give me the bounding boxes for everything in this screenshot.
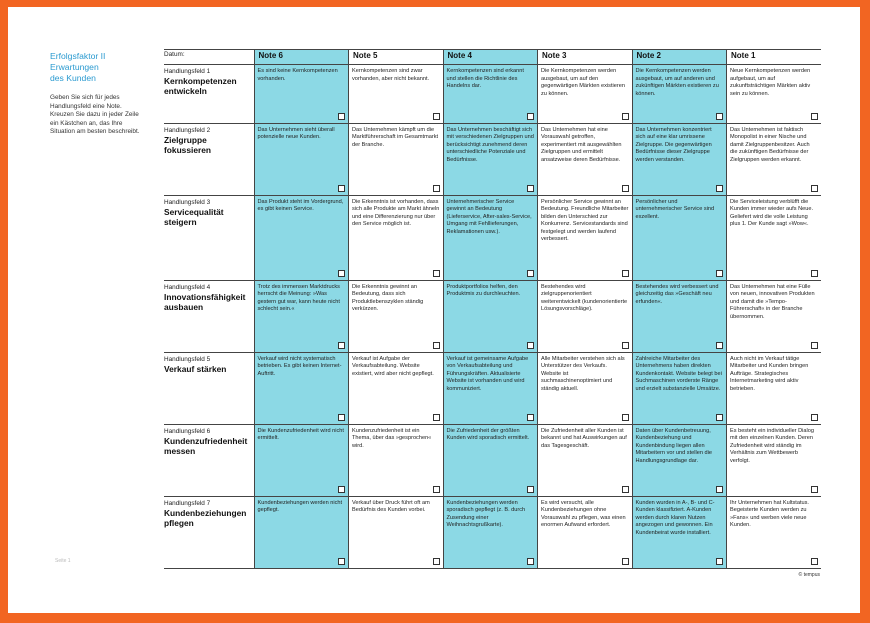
rating-description: Kundenbeziehungen werden sporadisch gepflegt (z. B. durch Zusendung einer Weihnachtsgrußkarte).: [446, 499, 526, 529]
rating-cell: [349, 65, 444, 124]
rating-checkbox[interactable]: [527, 486, 534, 493]
worksheet-page: [8, 7, 860, 613]
rating-cell: [538, 123, 633, 195]
rating-checkbox[interactable]: [811, 113, 818, 120]
rating-cell: [254, 195, 349, 280]
grade-header: Note 6: [254, 50, 349, 65]
rating-cell: [443, 280, 538, 352]
field-title: Servicequalität steigern: [164, 206, 224, 227]
sidebar: [50, 51, 140, 137]
rating-cell: [632, 496, 727, 568]
rating-description: Die Zufriedenheit der größten Kunden wird sporadisch ermittelt.: [446, 427, 530, 442]
rating-cell: [727, 496, 822, 568]
rating-description: Das Produkt steht im Vordergrund, es gibt keinen Service.: [257, 198, 344, 213]
rating-description: Verkauf über Druck führt oft am Bedürfnis des Kunden vorbei.: [352, 499, 430, 514]
field-number: Handlungsfeld 7: [164, 499, 211, 507]
grade-header: Note 3: [538, 50, 633, 65]
field-number: Handlungsfeld 3: [164, 198, 211, 206]
rating-description: Es sind keine Kernkompetenzen vorhanden.: [257, 68, 338, 82]
rating-description: Kunden wurden in A-, B- und C-Kunden klassifiziert. A-Kunden werden durch klaren Nutzen angezogen und gewonnen. Ein Kundenbeirat wurde installiert.: [635, 499, 715, 536]
handlungsfeld-row: [164, 280, 821, 352]
rating-cell: [538, 424, 633, 496]
rating-cell: [254, 496, 349, 568]
rating-cell: [632, 280, 727, 352]
rating-cell: [632, 424, 727, 496]
rating-description: Die Kernkompetenzen werden ausgebaut, um auf anderen und zukünftigen Märkten existieren zu können.: [635, 68, 719, 97]
instruction-text: Geben Sie sich für jedes Handlungsfeld eine Note. Kreuzen Sie dazu in jeder Zeile ein Kästchen an, das Ihre Situation am besten beschreibt.: [50, 94, 140, 136]
rating-checkbox[interactable]: [716, 558, 723, 565]
rating-checkbox[interactable]: [527, 113, 534, 120]
rating-cell: [254, 280, 349, 352]
rating-description: Die Kundenzufriedenheit wird nicht ermittelt.: [257, 427, 344, 442]
rating-description: Das Unternehmen hat eine Fülle von neuen, innovativen Produkten und damit die »Tempo-Führerschaft« in der Branche übernommen.: [730, 283, 815, 320]
grade-header: Note 4: [443, 50, 538, 65]
rating-cell: [538, 496, 633, 568]
rating-checkbox[interactable]: [622, 270, 629, 277]
field-label-cell: [164, 195, 254, 280]
rating-description: Die Serviceleistung verblüfft die Kunden immer wieder aufs Neue. Geliefert wird die volle Leistung plus 1. Der Kunde sagt »Wow«.: [730, 198, 814, 228]
rating-cell: [349, 195, 444, 280]
rating-checkbox[interactable]: [622, 486, 629, 493]
rating-description: Es wird versucht, alle Kundenbeziehungen ohne Vorauswahl zu pflegen, was einen enormen Aufwand erfordert.: [541, 499, 626, 529]
rating-checkbox[interactable]: [527, 185, 534, 192]
rating-checkbox[interactable]: [716, 414, 723, 421]
rating-description: Die Erkenntnis gewinnt an Bedeutung, dass sich Produktlebenszyklen ständig verkürzen.: [352, 283, 424, 313]
rating-checkbox[interactable]: [433, 270, 440, 277]
rating-description: Verkauf wird nicht systematisch betrieben. Es gibt keinen Internet-Auftritt.: [257, 355, 342, 377]
rating-checkbox[interactable]: [716, 486, 723, 493]
field-label-cell: [164, 280, 254, 352]
rating-cell: [538, 195, 633, 280]
field-number: Handlungsfeld 4: [164, 283, 211, 291]
page-footnote: Seite 1: [55, 558, 71, 564]
rating-cell: [727, 280, 822, 352]
rating-description: Kundenbeziehungen werden nicht gepflegt.: [257, 499, 343, 514]
rating-checkbox[interactable]: [338, 185, 345, 192]
rating-description: Kernkompetenzen sind zwar vorhanden, aber nicht bekannt.: [352, 68, 430, 82]
field-label-cell: [164, 496, 254, 568]
rating-description: Bestehendes wird verbessert und gleichzeitig das »Geschäft neu erfunden«.: [635, 283, 719, 305]
rating-description: Auch nicht im Verkauf tätige Mitarbeiter und Kunden bringen Aufträge. Strategisches Internetmarketing wird aktiv betrieben.: [730, 355, 809, 392]
rating-checkbox[interactable]: [811, 185, 818, 192]
rating-cell: [632, 65, 727, 124]
field-number: Handlungsfeld 1: [164, 68, 211, 75]
rating-description: Das Unternehmen sieht überall potenzielle neue Kunden.: [257, 126, 335, 141]
rating-description: Unternehmerischer Service gewinnt an Bedeutung (Lieferservice, After-sales-Service, Umgang mit Fehllieferungen, Reklamationen usw.).: [446, 198, 532, 235]
rating-cell: [538, 65, 633, 124]
grid-body: [164, 65, 821, 569]
rating-checkbox[interactable]: [338, 558, 345, 565]
rating-cell: [443, 195, 538, 280]
rating-checkbox[interactable]: [433, 185, 440, 192]
rating-checkbox[interactable]: [338, 414, 345, 421]
rating-cell: [349, 424, 444, 496]
section-title-line-2: Erwartungen: [50, 62, 99, 72]
rating-description: Verkauf ist gemeinsame Aufgabe von Verkaufsabteilung und Führungskräften. Aktualisierte Website ist vorhanden und wird kommuniziert.: [446, 355, 529, 392]
rating-cell: [443, 496, 538, 568]
field-title: Kernkompetenzen entwickeln: [164, 76, 237, 96]
rating-checkbox[interactable]: [811, 558, 818, 565]
rating-checkbox[interactable]: [622, 185, 629, 192]
rating-cell: [349, 123, 444, 195]
rating-checkbox[interactable]: [433, 486, 440, 493]
rating-cell: [443, 65, 538, 124]
field-number: Handlungsfeld 5: [164, 355, 211, 363]
rating-description: Das Unternehmen hat eine Vorauswahl getroffen, experimentiert mit ausgewählten Zielgruppen und ermittelt ansatzweise deren Bedürfnisse.: [541, 126, 622, 163]
rating-checkbox[interactable]: [716, 342, 723, 349]
field-label-cell: [164, 65, 254, 124]
rating-description: Die Erkenntnis ist vorhanden, dass sich alle Produkte am Markt ähneln und eine Differenzierung nur über den Service möglich ist.: [352, 198, 440, 228]
rating-checkbox[interactable]: [527, 414, 534, 421]
rating-description: Das Unternehmen kämpft um die Marktführerschaft im Gesamtmarkt der Branche.: [352, 126, 439, 148]
rating-description: Bestehendes wird zielgruppenorientiert weiterentwickelt (kundenorientierte Lösungsvorschläge).: [541, 283, 628, 313]
field-title: Verkauf stärken: [164, 363, 227, 374]
field-title: Kundenzufriedenheit messen: [164, 435, 248, 456]
section-title-line-3: des Kunden: [50, 73, 96, 83]
rating-checkbox[interactable]: [622, 113, 629, 120]
rating-checkbox[interactable]: [716, 270, 723, 277]
field-title: Innovationsfähigkeit ausbauen: [164, 291, 246, 312]
rating-cell: [254, 352, 349, 424]
rating-description: Das Unternehmen ist faktisch Monopolist in einer Nische und damit Zielgruppenbesitzer. Auch die zukünftigen Bedürfnisse der Zielgruppen werden erkannt.: [730, 126, 810, 163]
rating-checkbox[interactable]: [811, 342, 818, 349]
rating-checkbox[interactable]: [433, 113, 440, 120]
handlungsfeld-row: [164, 123, 821, 195]
handlungsfeld-row: [164, 424, 821, 496]
handlungsfeld-row: [164, 195, 821, 280]
rating-cell: [349, 496, 444, 568]
copyright-note: © tempus: [798, 572, 820, 578]
rating-grid: [164, 49, 821, 569]
rating-checkbox[interactable]: [527, 270, 534, 277]
handlungsfeld-row: [164, 352, 821, 424]
rating-description: Trotz des immensen Marktdrucks herrscht die Meinung: »Was gestern gut war, kann heute nicht schlecht sein.«: [257, 283, 340, 313]
rating-description: Daten über Kundenbetreuung, Kundenbeziehung und Kundenbindung liegen allen Mitarbeitern vor und stellen die Handlungsgrundlage dar.: [635, 427, 712, 464]
handlungsfeld-row: [164, 496, 821, 568]
date-label: Datum:: [164, 50, 254, 65]
field-number: Handlungsfeld 2: [164, 126, 211, 134]
field-title: Kundenbeziehungen pflegen: [164, 507, 247, 528]
rating-checkbox[interactable]: [338, 342, 345, 349]
rating-description: Das Unternehmen beschäftigt sich mit verschiedenen Zielgruppen und berücksichtigt zunehmend deren unterschiedliche Potenziale und Bedürfnisse.: [446, 126, 534, 163]
rating-description: Kernkompetenzen sind erkannt und stellen die Richtlinie des Handelns dar.: [446, 68, 524, 89]
rating-checkbox[interactable]: [527, 558, 534, 565]
rating-cell: [632, 352, 727, 424]
rating-description: Es besteht ein individueller Dialog mit den einzelnen Kunden. Deren Zufriedenheit wird ständig im Verhältnis zum Wettbewerb verfolgt.: [730, 427, 814, 464]
grade-header: Note 2: [632, 50, 727, 65]
field-label-cell: [164, 424, 254, 496]
rating-checkbox[interactable]: [338, 113, 345, 120]
rating-cell: [254, 65, 349, 124]
rating-cell: [727, 424, 822, 496]
rating-checkbox[interactable]: [811, 270, 818, 277]
rating-cell: [538, 352, 633, 424]
rating-checkbox[interactable]: [811, 486, 818, 493]
rating-checkbox[interactable]: [622, 558, 629, 565]
section-title-line-1: Erfolgsfaktor II: [50, 51, 106, 61]
rating-description: Persönlicher und unternehmerischer Service sind exzellent.: [635, 198, 715, 220]
field-number: Handlungsfeld 6: [164, 427, 211, 435]
field-label-cell: [164, 352, 254, 424]
handlungsfeld-row: [164, 65, 821, 124]
rating-cell: [632, 195, 727, 280]
rating-cell: [727, 352, 822, 424]
rating-checkbox[interactable]: [716, 113, 723, 120]
rating-cell: [727, 65, 822, 124]
grade-header: Note 1: [727, 50, 822, 65]
rating-description: Die Kernkompetenzen werden ausgebaut, um auf den gegenwärtigen Märkten existieren zu können.: [541, 68, 625, 97]
rating-cell: [254, 123, 349, 195]
rating-description: Verkauf ist Aufgabe der Verkaufsabteilung. Website existiert, wird aber nicht gepflegt.: [352, 355, 434, 377]
rating-description: Neue Kernkompetenzen werden aufgebaut, um auf zukunftsträchtigen Märkten aktiv sein zu können.: [730, 68, 811, 97]
rating-cell: [349, 352, 444, 424]
rating-checkbox[interactable]: [622, 414, 629, 421]
grade-header: Note 5: [349, 50, 444, 65]
rating-checkbox[interactable]: [622, 342, 629, 349]
rating-checkbox[interactable]: [433, 342, 440, 349]
rating-description: Das Unternehmen konzentriert sich auf eine klar umrissene Zielgruppe. Die gegenwärtigen Bedürfnisse dieser Zielgruppe werden verstanden.: [635, 126, 712, 163]
rating-checkbox[interactable]: [338, 270, 345, 277]
rating-cell: [727, 123, 822, 195]
rating-description: Alle Mitarbeiter verstehen sich als Unterstützer des Verkaufs. Website ist suchmaschinenoptimiert und ständig aktuell.: [541, 355, 625, 392]
rating-checkbox[interactable]: [716, 185, 723, 192]
section-title: [50, 51, 140, 84]
grid-header-row: [164, 50, 821, 65]
rating-description: Die Zufriedenheit aller Kunden ist bekannt und hat Auswirkungen auf das Tagesgeschäft.: [541, 427, 627, 449]
field-label-cell: [164, 123, 254, 195]
rating-checkbox[interactable]: [527, 342, 534, 349]
rating-description: Zahlreiche Mitarbeiter des Unternehmens haben direkten Kundenkontakt. Website belegt bei Suchmaschinen vorderste Ränge und erzielt substanzielle Umsätze.: [635, 355, 722, 392]
rating-description: Persönlicher Service gewinnt an Bedeutung. Freundliche Mitarbeiter bilden den Unterschied zur Konkurrenz. Servicestandards sind festgelegt und werden laufend verbessert.: [541, 198, 629, 243]
rating-checkbox[interactable]: [433, 414, 440, 421]
rating-cell: [443, 123, 538, 195]
rating-checkbox[interactable]: [433, 558, 440, 565]
rating-cell: [443, 424, 538, 496]
rating-description: Produktportfolios helfen, den Produktmix zu durchleuchten.: [446, 283, 521, 298]
rating-cell: [443, 352, 538, 424]
rating-cell: [254, 424, 349, 496]
rating-description: Kundenzufriedenheit ist ein Thema, über das »gesprochen« wird.: [352, 427, 432, 449]
rating-description: Ihr Unternehmen hat Kultstatus. Begeisterte Kunden werden zu »Fans« und werben viele neue Kunden.: [730, 499, 809, 529]
rating-cell: [349, 280, 444, 352]
field-title: Zielgruppe fokussieren: [164, 134, 212, 155]
rating-cell: [727, 195, 822, 280]
rating-checkbox[interactable]: [338, 486, 345, 493]
rating-cell: [538, 280, 633, 352]
rating-checkbox[interactable]: [811, 414, 818, 421]
rating-cell: [632, 123, 727, 195]
